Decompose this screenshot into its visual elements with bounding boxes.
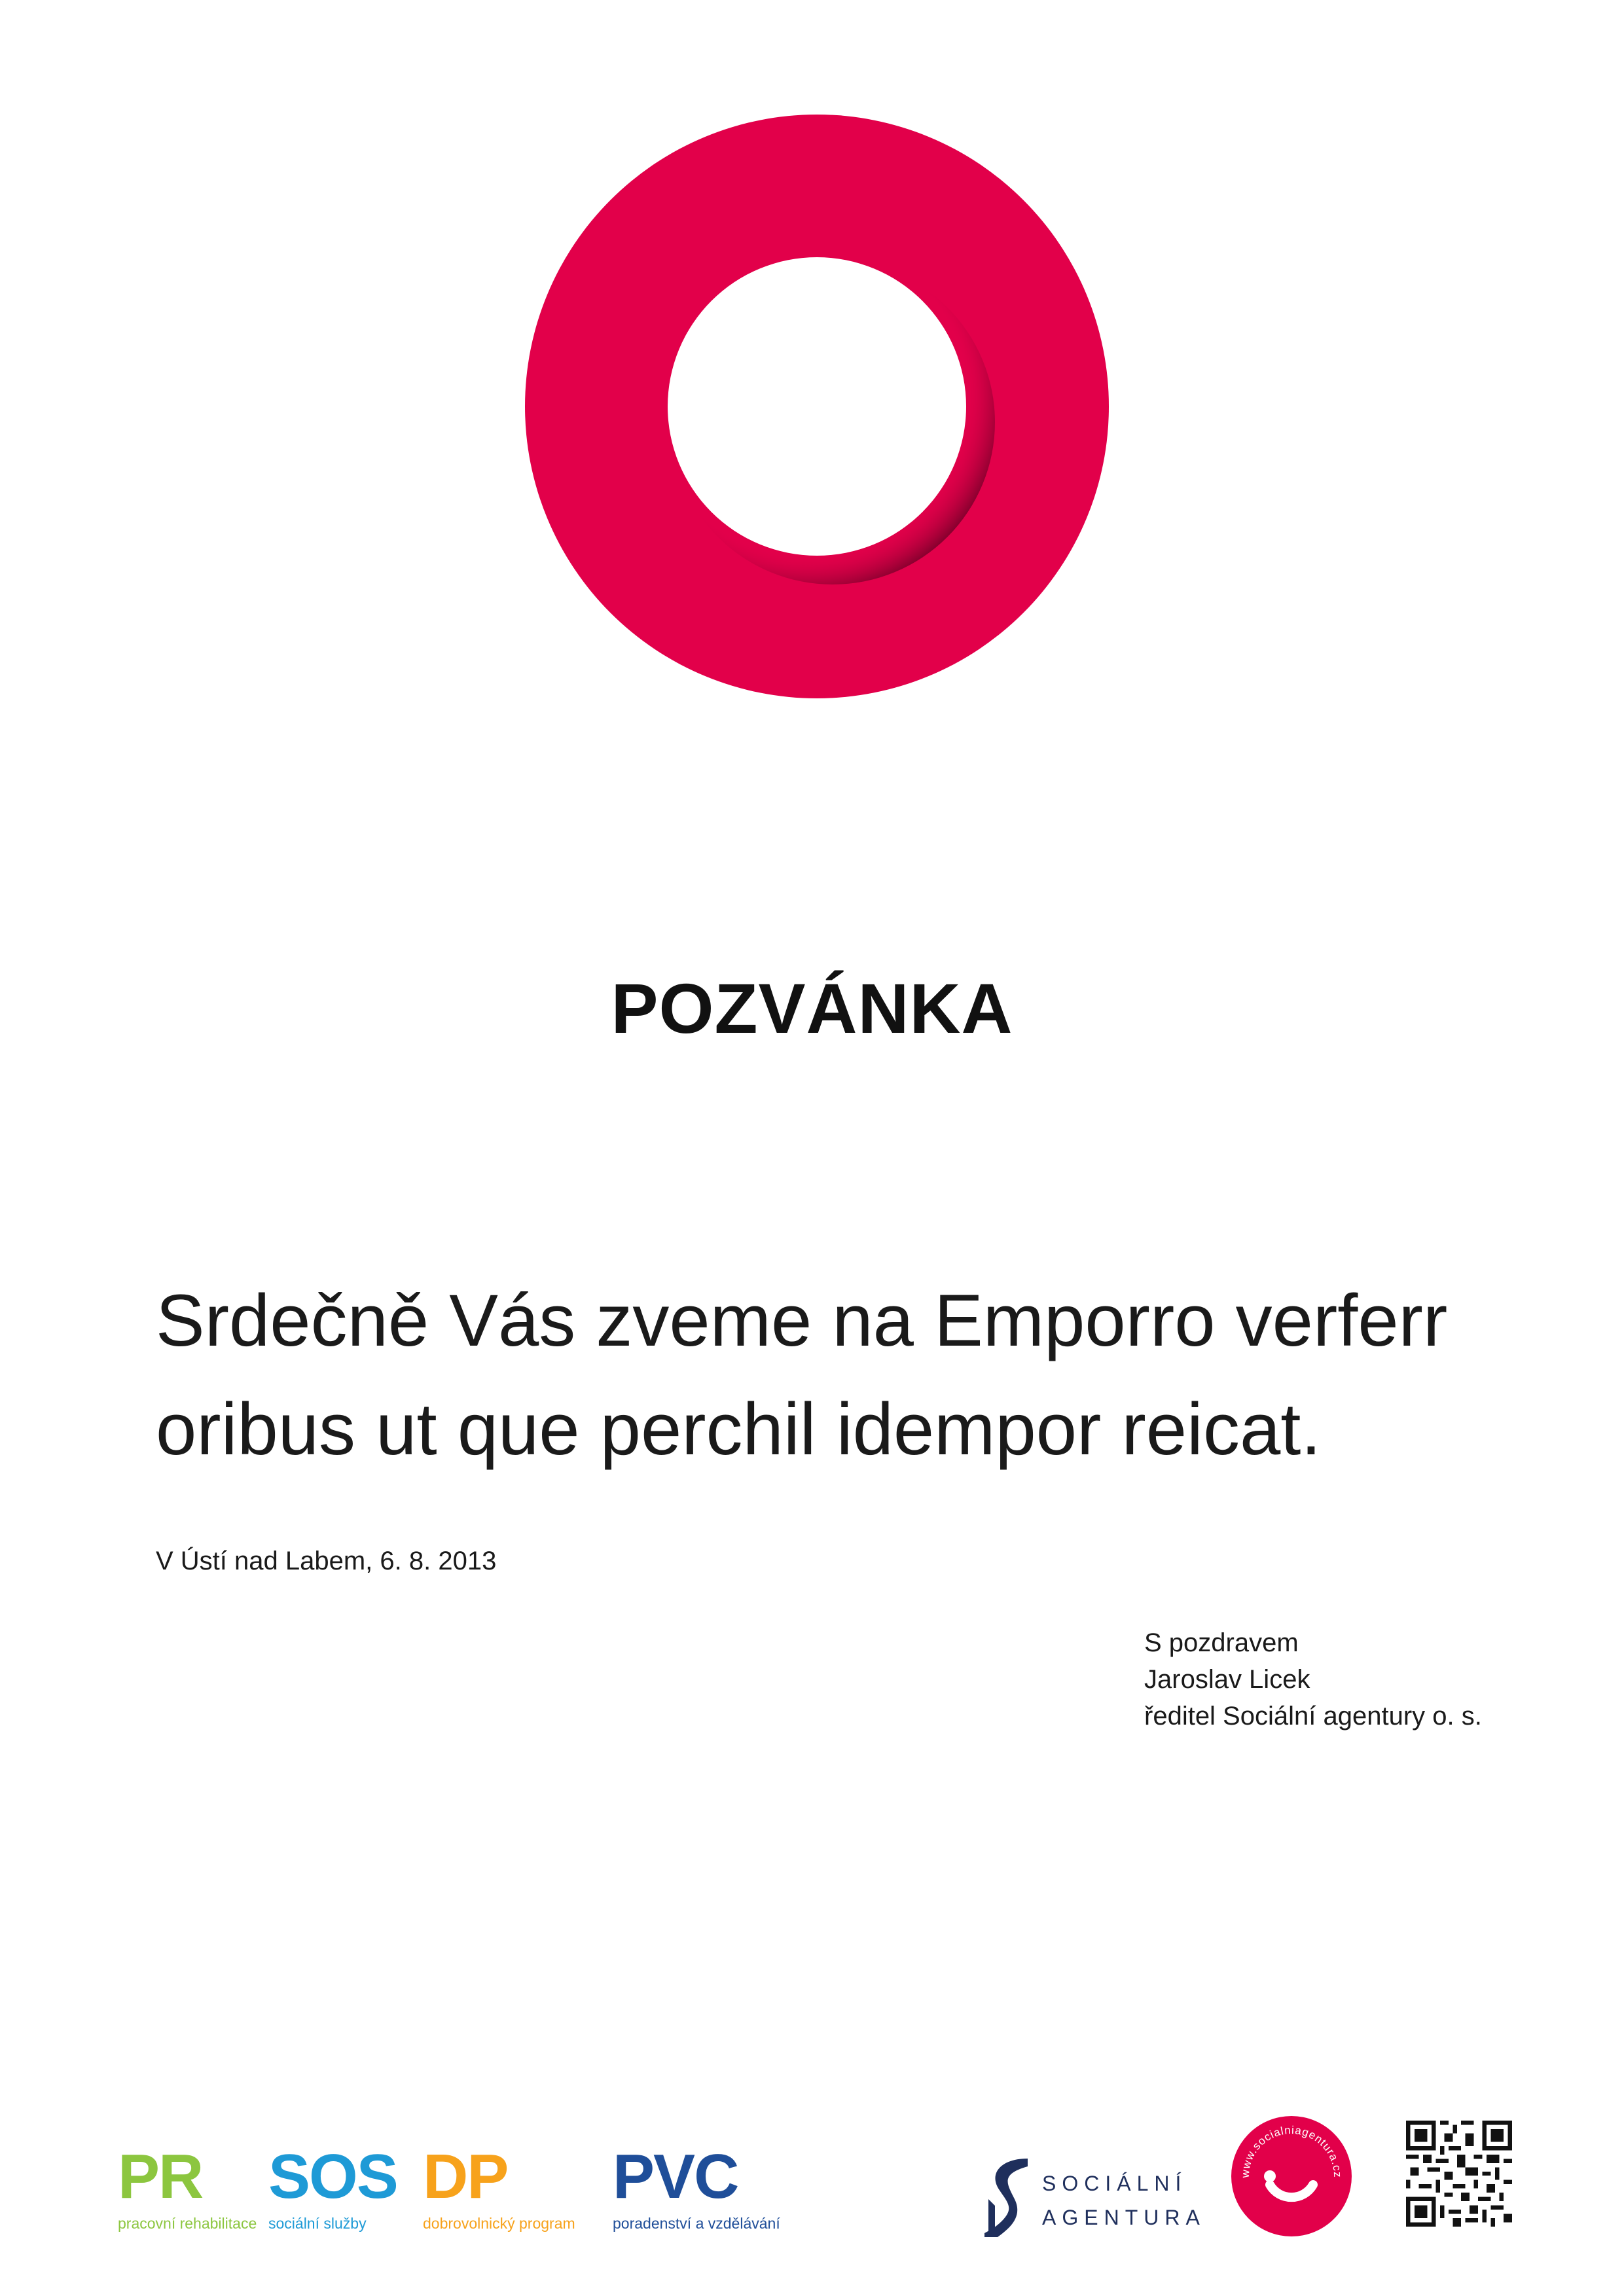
organization-logo (982, 2153, 1206, 2245)
invitation-text (156, 1266, 1530, 1484)
organization-name-line-1: SOCIÁLNÍ (1042, 2172, 1187, 2195)
program-logo-pvc (613, 2142, 780, 2233)
program-logo-label: pracovní rehabilitace (118, 2215, 257, 2232)
organization-name-line-2: AGENTURA (1042, 2206, 1206, 2229)
program-logo-label: sociální služby (268, 2215, 367, 2232)
program-logo-mark: SOS (268, 2142, 397, 2212)
program-logo-sos (268, 2142, 397, 2233)
signature-block (1144, 1624, 1482, 1734)
website-url[interactable]: www.socialniagentura.cz (1238, 2123, 1344, 2179)
program-logo-mark: DP (423, 2142, 508, 2212)
program-logo-dp (423, 2142, 575, 2233)
invitation-line-1: Srdečně Vás zveme na Emporro verferr (156, 1280, 1448, 1361)
program-logo-label: poradenství a vzdělávání (613, 2215, 780, 2232)
program-logo-mark: PR (118, 2142, 203, 2212)
social-agency-s-icon (982, 2153, 1034, 2238)
program-logo-mark: PVC (613, 2142, 738, 2212)
place-and-date: V Ústí nad Labem, 6. 8. 2013 (156, 1547, 497, 1575)
page-title: POZVÁNKA (611, 969, 1013, 1048)
program-logo-label: dobrovolnický program (423, 2215, 575, 2232)
invitation-line-2: oribus ut que perchil idempor reicat. (156, 1388, 1322, 1470)
red-ring-logo (525, 115, 1109, 698)
program-logo-pr (118, 2142, 257, 2233)
signature-name: Jaroslav Licek (1144, 1665, 1310, 1694)
qr-code-icon[interactable] (1406, 2121, 1512, 2227)
website-badge-icon[interactable] (1229, 2114, 1354, 2238)
signature-greeting: S pozdravem (1144, 1628, 1299, 1657)
signature-role: ředitel Sociální agentury o. s. (1144, 1702, 1482, 1731)
